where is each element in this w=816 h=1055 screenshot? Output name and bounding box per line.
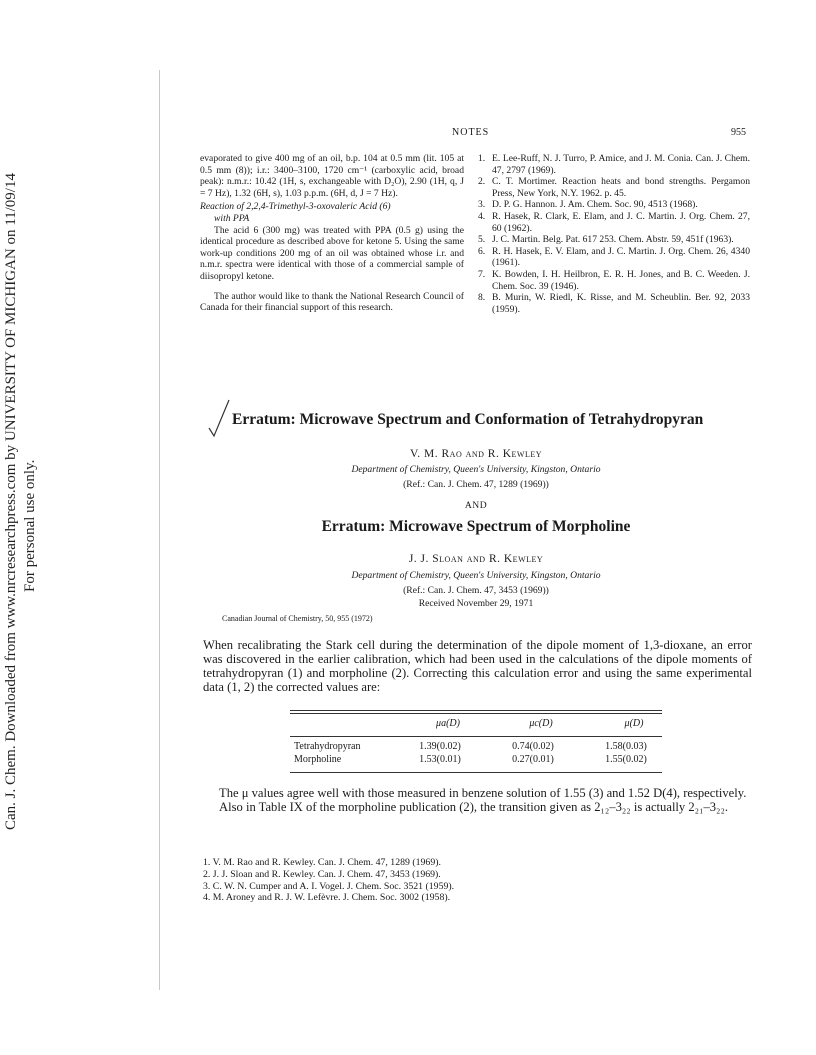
body-para-3: Also in Table IX of the morpholine publication (2), the transition given as 2₁₂–3₂₂ is actually 2₂₁–3₂₂. [219,800,728,814]
received-date: Received November 29, 1971 [418,598,534,609]
table-bottom-rule [290,772,662,773]
reference-item: 5. J. C. Martin. Belg. Pat. 617 253. Chem. Abstr. 59, 451f (1963). [478,234,734,246]
reference-item: 1. E. Lee-Ruff, N. J. Turro, P. Amice, and J. M. Conia. Can. J. Chem. 47, 2797 (1969). [478,153,750,176]
and-divider: AND [464,500,488,511]
reference-item: 2. C. T. Mortimer. Reaction heats and bond strengths. Pergamon Press, New York, N.Y. 1962. p. 45. [478,176,750,199]
reference-item: 4. R. Hasek, R. Clark, E. Elam, and J. C. Martin. J. Org. Chem. 27, 60 (1962). [478,210,750,234]
download-sidebar [0,0,40,1055]
erratum-2-title: Erratum: Microwave Spectrum of Morpholine [321,518,631,535]
reference-item: 6. R. H. Hasek, E. V. Elam, and J. C. Martin. J. Org. Chem. 26, 4340 (1961). [478,245,750,269]
reference-item: 8. B. Murin, W. Riedl, K. Risse, and M. Scheublin. Ber. 92, 2033 (1959). [478,292,750,315]
reference-item: 3. D. P. G. Hannon. J. Am. Chem. Soc. 90, 4513 (1968). [478,199,698,211]
table-row: Morpholine 1.53(0.01) 0.27(0.01) 1.55(0.02) [294,754,647,765]
subhead-line-2: with PPA [214,212,250,224]
subhead-line-1: Reaction of 2,2,4-Trimethyl-3-oxovaleric Acid (6) [200,201,391,213]
table-header-rule [290,736,662,737]
reference-item: 2. J. J. Sloan and R. Kewley. Can. J. Chem. 47, 3453 (1969). [203,868,441,880]
body-para-1: When recalibrating the Stark cell during the determination of the dipole moment of 1,3-dioxane, an error was discovered in the earlier calibration, which had been used in the calculations of the dipole moments of tetrahydropyran (1) and morpholine (2). Correcting this calculation error and using the same experimental data (1, 2) the corrected values are: [203,638,752,694]
notes-reference-list [478,153,750,315]
reference-item: 1. V. M. Rao and R. Kewley. Can. J. Chem. 47, 1289 (1969). [203,857,441,868]
erratum-2-department: Department of Chemistry, Queen's University, Kingston, Ontario [351,570,601,581]
download-notice: Can. J. Chem. Downloaded from www.nrcresearchpress.com by UNIVERSITY OF MICHIGAN on 11/09/14 [3,173,19,830]
reference-item: 3. C. W. N. Cumper and A. I. Vogel. J. Chem. Soc. 3521 (1959). [203,880,455,892]
personal-use-notice: For personal use only. [22,459,38,592]
journal-citation: Canadian Journal of Chemistry, 50, 955 (1972) [222,614,373,623]
erratum-1-ref: (Ref.: Can. J. Chem. 47, 1289 (1969)) [403,479,549,490]
erratum-1-title: Erratum: Microwave Spectrum and Conformation of Tetrahydropyran [232,411,704,428]
body-para-2: The μ values agree well with those measured in benzene solution of 1.55 (3) and 1.52 D(4), respectively. [219,786,747,800]
table-header-row: μa(D) μc(D) μ(D) [436,718,644,729]
body-text [203,638,752,694]
erratum-1-department: Department of Chemistry, Queen's University, Kingston, Ontario [351,464,601,475]
table-top-rule [290,710,662,711]
body-text-continued [203,786,752,814]
erratum-reference-list [203,857,454,904]
reference-item: 4. M. Aroney and R. J. W. Lefèvre. J. Chem. Soc. 3002 (1958). [203,892,451,904]
reference-item: 7. K. Bowden, I. H. Heilbron, E. R. H. Jones, and B. C. Weeden. J. Chem. Soc. 39 (1946). [478,268,750,292]
left-para-2: The acid 6 (300 mg) was treated with PPA (0.5 g) using the identical procedure as described above for ketone 5. Using the same work-up conditions 200 mg of an oil was obtained whose i.r. and n.m.r. spectra were identical with those of a commercial sample of diisopropyl ketone. [200,224,464,282]
page-fold-line [159,70,160,990]
acknowledgement: The author would like to thank the National Research Council of Canada for their financial support of this research. [200,290,464,314]
table-top-rule-2 [290,713,662,714]
erratum-2-ref: (Ref.: Can. J. Chem. 47, 3453 (1969)) [403,585,549,596]
erratum-1-authors: V. M. Rao and R. Kewley [409,448,543,460]
left-para-1: evaporated to give 400 mg of an oil, b.p. 104 at 0.5 mm (lit. 105 at 0.5 mm (8)); i.r.: 3400–3100, 1720 cm⁻¹ (carboxylic acid, broad peak): n.m.r.: 10.42 (1H, s, exchangeable with D₂O), 2.90 (1H, q, J = 7 Hz), 1.32 (6H, s), 1.03 p.p.m. (6H, d, J = 7 Hz). [200,153,464,199]
dipole-table [294,717,680,730]
erratum-2-authors: J. J. Sloan and R. Kewley [408,553,544,565]
page-number: 955 [731,127,746,138]
left-column [200,153,464,314]
handwritten-check-mark [207,398,231,438]
running-title: NOTES [452,127,490,138]
table-row: Tetrahydropyran 1.39(0.02) 0.74(0.02) 1.58(0.03) [294,741,647,752]
